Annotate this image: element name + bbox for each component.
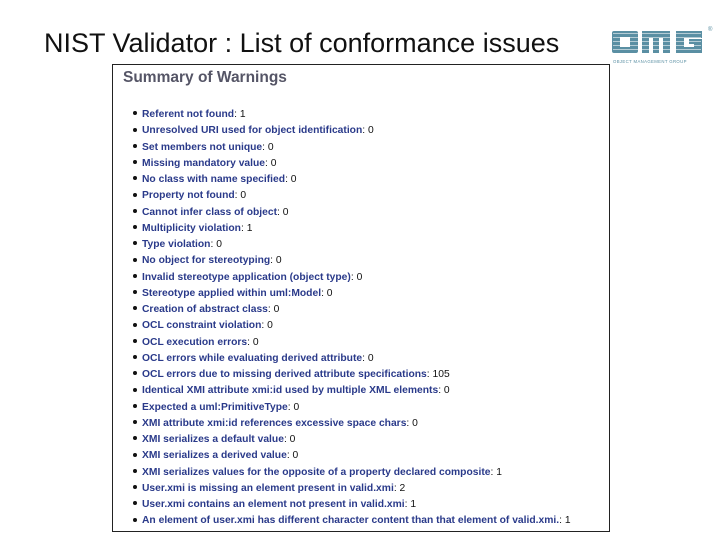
warning-label[interactable]: No object for stereotyping (142, 255, 271, 267)
warning-label[interactable]: Stereotype applied within uml:Model (142, 287, 322, 299)
warning-label[interactable]: Type violation (142, 239, 211, 250)
bullet-icon (133, 160, 137, 164)
warning-count: : 1 (490, 466, 502, 478)
bullet-icon (133, 453, 137, 457)
warning-label[interactable]: XMI serializes a derived value (142, 450, 287, 462)
warning-count: : 0 (321, 287, 333, 299)
warning-count: : 0 (265, 157, 277, 169)
warning-count: : 0 (286, 450, 299, 462)
warning-item (133, 302, 608, 318)
warning-count: : 2 (393, 482, 406, 494)
warning-label[interactable]: OCL execution errors (142, 336, 248, 348)
warning-count: : 0 (267, 304, 280, 315)
warning-item (133, 400, 608, 416)
warning-item (133, 188, 608, 204)
warning-item (133, 416, 608, 432)
trademark-mark: ® (708, 27, 713, 33)
warning-count: : 1 (234, 109, 246, 120)
warning-count: : 0 (210, 239, 222, 250)
bullet-icon (133, 225, 137, 229)
omg-logo-icon (611, 27, 707, 57)
warning-label[interactable]: Set members not unique (142, 141, 263, 153)
warning-count: : 1 (240, 222, 253, 234)
warning-item (133, 140, 608, 156)
warning-count: : 1 (404, 499, 417, 510)
warning-count: : 0 (283, 434, 296, 445)
warning-item (133, 221, 608, 237)
warning-label[interactable]: Referent not found (142, 109, 235, 120)
bullet-icon (133, 485, 137, 489)
warning-count: : 0 (247, 336, 259, 348)
bullet-icon (133, 404, 137, 408)
warnings-list (133, 107, 608, 530)
logo-subtitle: OBJECT MANAGEMENT GROUP (613, 59, 687, 64)
bullet-icon (133, 388, 137, 392)
warning-item (133, 335, 608, 351)
warning-label[interactable]: Creation of abstract class (142, 304, 268, 315)
panel-title: Summary of Warnings (123, 69, 287, 86)
warning-count: : 1 (559, 515, 571, 527)
warning-label[interactable]: Multiplicity violation (142, 222, 241, 234)
bullet-icon (133, 258, 137, 262)
warning-item (133, 513, 608, 529)
slide-title: NIST Validator : List of conformance issues (44, 28, 560, 58)
warning-label[interactable]: OCL constraint violation (142, 320, 262, 332)
omg-logo (611, 27, 715, 69)
warning-count: : 0 (438, 385, 450, 397)
bullet-icon (133, 144, 137, 148)
warning-count: : 0 (287, 401, 300, 413)
warning-item (133, 123, 608, 139)
warning-label[interactable]: No class with name specified (142, 174, 286, 185)
warning-item (133, 481, 608, 497)
bullet-icon (133, 323, 137, 327)
bullet-icon (133, 209, 137, 213)
warning-label[interactable]: XMI attribute xmi:id references excessive space chars (142, 417, 407, 429)
warning-label[interactable]: An element of user.xmi has different character content than that element of valid.xmi. (142, 515, 560, 527)
bullet-icon (133, 274, 137, 278)
warning-count: : 0 (261, 320, 273, 332)
warning-item (133, 286, 608, 302)
warning-label[interactable]: Property not found (142, 190, 235, 202)
warning-item (133, 367, 608, 383)
warning-label[interactable]: OCL errors due to missing derived attribute specifications (142, 369, 427, 380)
warning-count: : 0 (262, 141, 274, 153)
bullet-icon (133, 111, 137, 115)
warning-label[interactable]: Invalid stereotype application (object type) (142, 271, 351, 283)
warning-count: : 0 (350, 271, 363, 283)
warning-item (133, 497, 608, 513)
warning-item (133, 237, 608, 253)
bullet-icon (133, 371, 137, 375)
warning-label[interactable]: Unresolved URI used for object identification (142, 125, 363, 137)
bullet-icon (133, 436, 137, 440)
warning-item (133, 448, 608, 464)
bullet-icon (133, 193, 137, 197)
warning-label[interactable]: Missing mandatory value (142, 157, 266, 169)
warnings-panel (112, 64, 610, 532)
bullet-icon (133, 469, 137, 473)
warning-count: : 0 (362, 352, 374, 364)
warning-label[interactable]: Identical XMI attribute xmi:id used by multiple XML elements (142, 385, 439, 397)
warning-label[interactable]: User.xmi is missing an element present in valid.xmi (142, 482, 394, 494)
warning-count: : 0 (277, 206, 289, 218)
warning-count: : 0 (270, 255, 282, 267)
warning-item (133, 465, 608, 481)
warning-label[interactable]: User.xmi contains an element not present in valid.xmi (142, 499, 405, 510)
warning-label[interactable]: Cannot infer class of object (142, 206, 278, 218)
warning-item (133, 107, 608, 123)
warning-item (133, 432, 608, 448)
bullet-icon (133, 241, 137, 245)
warning-count: : 105 (426, 369, 450, 380)
warning-label[interactable]: Expected a uml:PrimitiveType (142, 401, 288, 413)
warning-item (133, 156, 608, 172)
bullet-icon (133, 518, 137, 522)
warning-count: : 0 (362, 125, 374, 137)
bullet-icon (133, 339, 137, 343)
warning-count: : 0 (285, 174, 297, 185)
warning-item (133, 270, 608, 286)
warning-count: : 0 (406, 417, 418, 429)
warning-item (133, 318, 608, 334)
warning-item (133, 172, 608, 188)
bullet-icon (133, 290, 137, 294)
warning-item (133, 253, 608, 269)
bullet-icon (133, 306, 137, 310)
warning-count: : 0 (234, 190, 247, 202)
bullet-icon (133, 355, 137, 359)
bullet-icon (133, 176, 137, 180)
bullet-icon (133, 501, 137, 505)
warning-label[interactable]: XMI serializes a default value (142, 434, 284, 445)
warning-label[interactable]: OCL errors while evaluating derived attribute (142, 352, 363, 364)
warning-item (133, 383, 608, 399)
bullet-icon (133, 420, 137, 424)
warning-label[interactable]: XMI serializes values for the opposite of a property declared composite (142, 466, 491, 478)
bullet-icon (133, 128, 137, 132)
warning-item (133, 205, 608, 221)
warning-item (133, 351, 608, 367)
